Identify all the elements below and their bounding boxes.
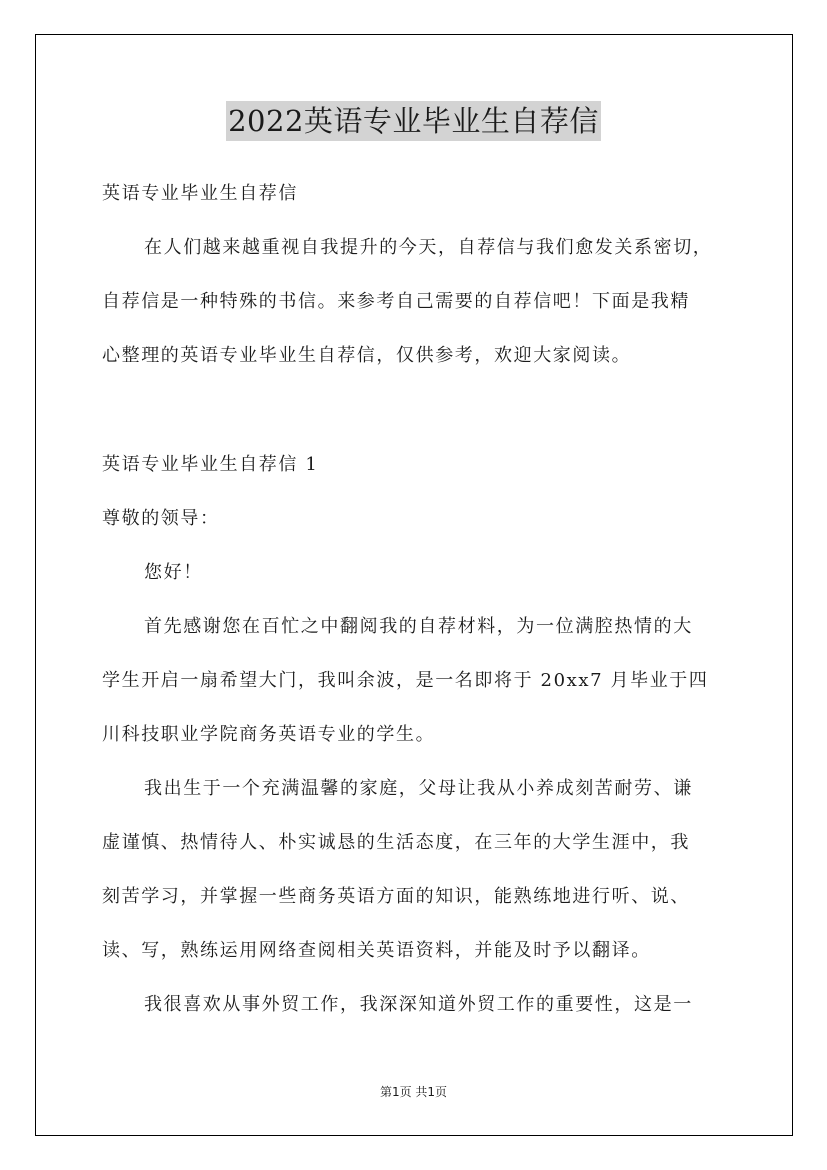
greeting: 您好！ [144,562,203,583]
subtitle: 英语专业毕业生自荐信 [102,183,298,204]
intro-line-3: 心整理的英语专业毕业生自荐信，仅供参考，欢迎大家阅读。 [102,345,632,366]
section-heading: 英语专业毕业生自荐信 1 [102,454,319,475]
paragraph1-line-3: 川科技职业学院商务英语专业的学生。 [102,724,436,745]
paragraph2-line-3: 刻苦学习，并掌握一些商务英语方面的知识，能熟练地进行听、说、 [102,886,690,907]
intro-line-2: 自荐信是一种特殊的书信。来参考自己需要的自荐信吧！下面是我精 [102,291,690,312]
paragraph1-line-2: 学生开启一扇希望大门，我叫余波，是一名即将于 20xx7 月毕业于四 [102,670,709,691]
paragraph1-line-1: 首先感谢您在百忙之中翻阅我的自荐材料，为一位满腔热情的大 [144,616,693,637]
paragraph2-line-1: 我出生于一个充满温馨的家庭，父母让我从小养成刻苦耐劳、谦 [144,778,693,799]
paragraph2-line-2: 虚谨慎、热情待人、朴实诚恳的生活态度，在三年的大学生涯中，我 [102,832,690,853]
document-title: 2022英语专业毕业生自荐信 [226,101,601,141]
intro-line-1: 在人们越来越重视自我提升的今天，自荐信与我们愈发关系密切， [144,237,713,258]
paragraph3-line-1: 我很喜欢从事外贸工作，我深深知道外贸工作的重要性，这是一 [144,994,693,1015]
page-footer: 第1页 共1页 [379,1085,448,1099]
salutation: 尊敬的领导： [102,508,220,529]
title-container [0,101,827,141]
paragraph2-line-4: 读、写，熟练运用网络查阅相关英语资料，并能及时予以翻译。 [102,940,651,961]
